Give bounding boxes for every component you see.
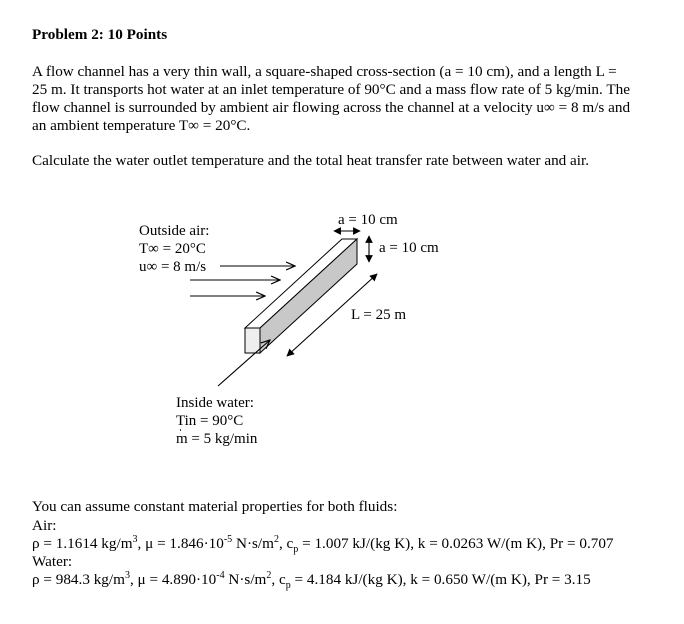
- channel-diagram: [0, 200, 684, 460]
- length-label: L = 25 m: [351, 307, 406, 323]
- t-inf-label: T∞ = 20°C: [139, 241, 206, 257]
- water-label: Water:: [32, 553, 73, 570]
- problem-paragraph-line-4: an ambient temperature T∞ = 20°C.: [32, 117, 251, 134]
- height-label: a = 10 cm: [379, 240, 439, 256]
- problem-paragraph-line-1: A flow channel has a very thin wall, a square-shaped cross-section (a = 10 cm), and a length L =: [32, 63, 617, 80]
- u-inf-label: u∞ = 8 m/s: [139, 259, 207, 275]
- properties-intro: You can assume constant material properties for both fluids:: [32, 498, 398, 515]
- t-in-label: Tin = 90°C: [176, 413, 244, 429]
- problem-paragraph-line-3: flow channel is surrounded by ambient air flowing across the channel at a velocity u∞ = 8 m/s and: [32, 99, 631, 116]
- m-dot-label: m = 5 kg/min: [176, 431, 258, 447]
- air-label: Air:: [32, 517, 57, 534]
- problem-title: Problem 2: 10 Points: [32, 26, 168, 43]
- outside-air-label: Outside air:: [139, 223, 210, 239]
- air-properties: ρ = 1.1614 $kg/m^3$, $\mu = 1.846\cdot 10^{-5}$ $N\cdot s/m^2$, $c_p = 1.007$ kJ/(kg K), k = 0.0263 W/(m K), Pr = 0.707: [32, 533, 614, 556]
- water-properties: ρ = 984.3 $kg/m^3$, $\mu = 4.890\cdot 10^{-4}$ $N\cdot s/m^2$, $c_p = 4.184$ kJ/(kg K), k = 0.650 W/(m K), Pr = 3.15: [32, 569, 591, 592]
- inside-water-label: Inside water:: [176, 395, 254, 411]
- water-inlet-arrow: [218, 340, 270, 386]
- channel-front-face: [245, 328, 260, 353]
- width-label: a = 10 cm: [338, 212, 398, 228]
- problem-task: Calculate the water outlet temperature and the total heat transfer rate between water and air.: [32, 152, 590, 169]
- problem-paragraph-line-2: 25 m. It transports hot water at an inlet temperature of 90°C and a mass flow rate of 5 kg/min. The: [32, 81, 630, 98]
